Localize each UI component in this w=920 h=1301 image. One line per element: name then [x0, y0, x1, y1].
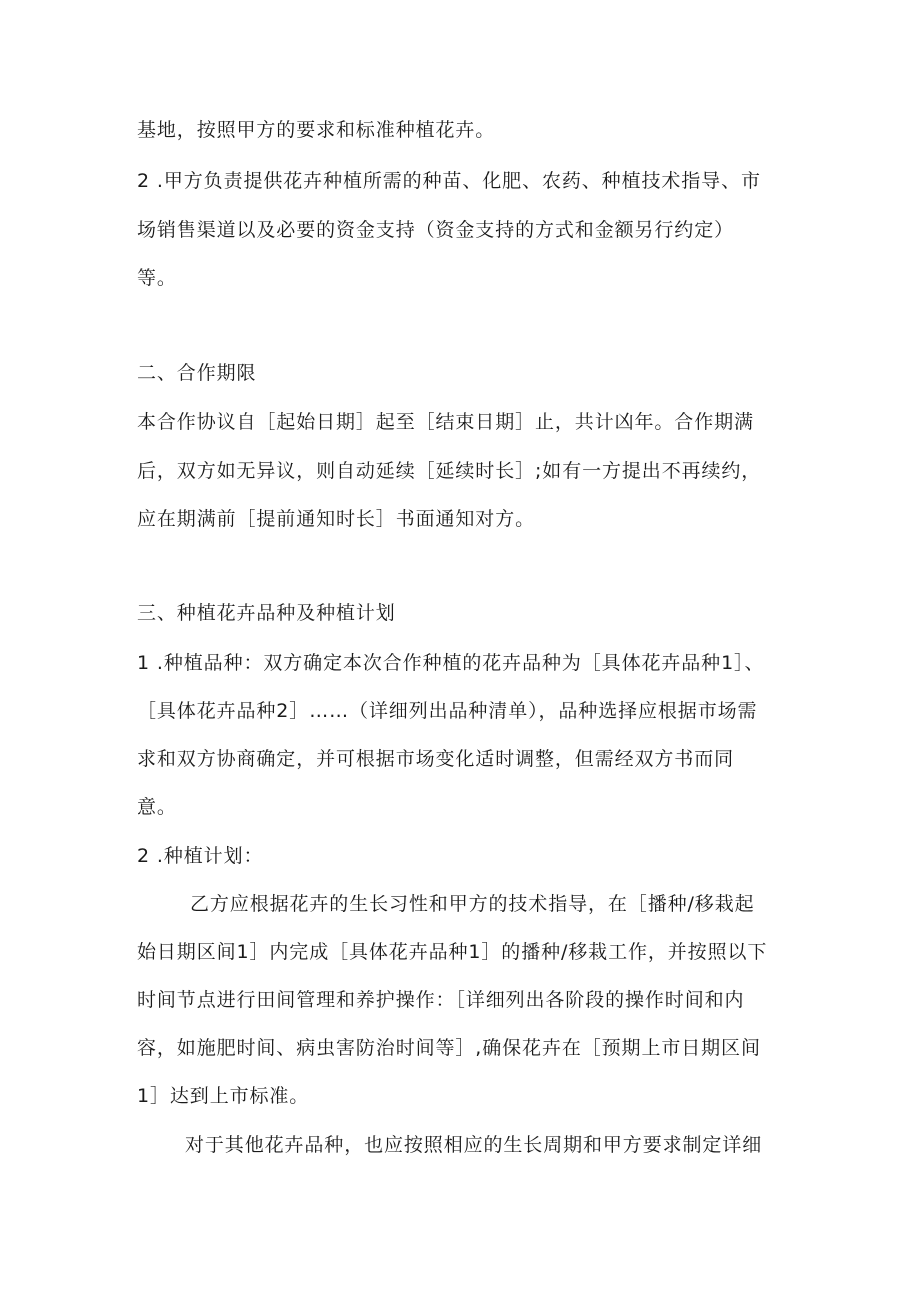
text-line: 1］达到上市标准。 — [137, 1085, 310, 1107]
text-line: 应在期满前［提前通知时长］书面通知对方。 — [137, 508, 536, 530]
paragraph-first-line: 乙方应根据花卉的生长习性和甲方的技术指导，在［播种/移栽起 — [190, 893, 755, 915]
text-line: 基地，按照甲方的要求和标准种植花卉。 — [137, 119, 496, 141]
section-heading-cooperation-term: 二、合作期限 — [137, 362, 257, 384]
text-line: ［具体花卉品种2］……（详细列出品种清单），品种选择应根据市场需 — [137, 700, 758, 722]
text-line: 求和双方协商确定，并可根据市场变化适时调整，但需经双方书而同 — [137, 748, 735, 770]
text-line: 后，双方如无异议，则自动延续［延续时长］;如有一方提出不再续约， — [137, 460, 762, 482]
text-line: 时间节点进行田间管理和养护操作：［详细列出各阶段的操作时间和内 — [137, 989, 745, 1011]
list-item-1: 1 .种植品种：双方确定本次合作种植的花卉品种为［具体花卉品种1］、 — [137, 652, 765, 674]
text-line: 场销售渠道以及必要的资金支持（资金支持的方式和金额另行约定） — [137, 219, 735, 241]
text-line: 意。 — [137, 796, 177, 818]
text-line: 等。 — [137, 267, 177, 289]
list-item-2: 2 .种植计划： — [137, 845, 264, 867]
text-line: 容，如施肥时间、病虫害防治时间等］,确保花卉在［预期上市日期区间 — [137, 1037, 761, 1059]
text-line: 本合作协议自［起始日期］起至［结束日期］止，共计凶年。合作期满 — [137, 411, 754, 433]
paragraph-first-line: 对于其他花卉品种，也应按照相应的生长周期和甲方要求制定详细 — [185, 1134, 763, 1156]
text-line: 始日期区间1］内完成［具体花卉品种1］的播种/移栽工作，并按照以下 — [137, 941, 768, 963]
section-heading-planting-varieties: 三、种植花卉品种及种植计划 — [137, 602, 396, 624]
list-item-2: 2 .甲方负责提供花卉种植所需的种苗、化肥、农药、种植技术指导、市 — [137, 170, 761, 192]
